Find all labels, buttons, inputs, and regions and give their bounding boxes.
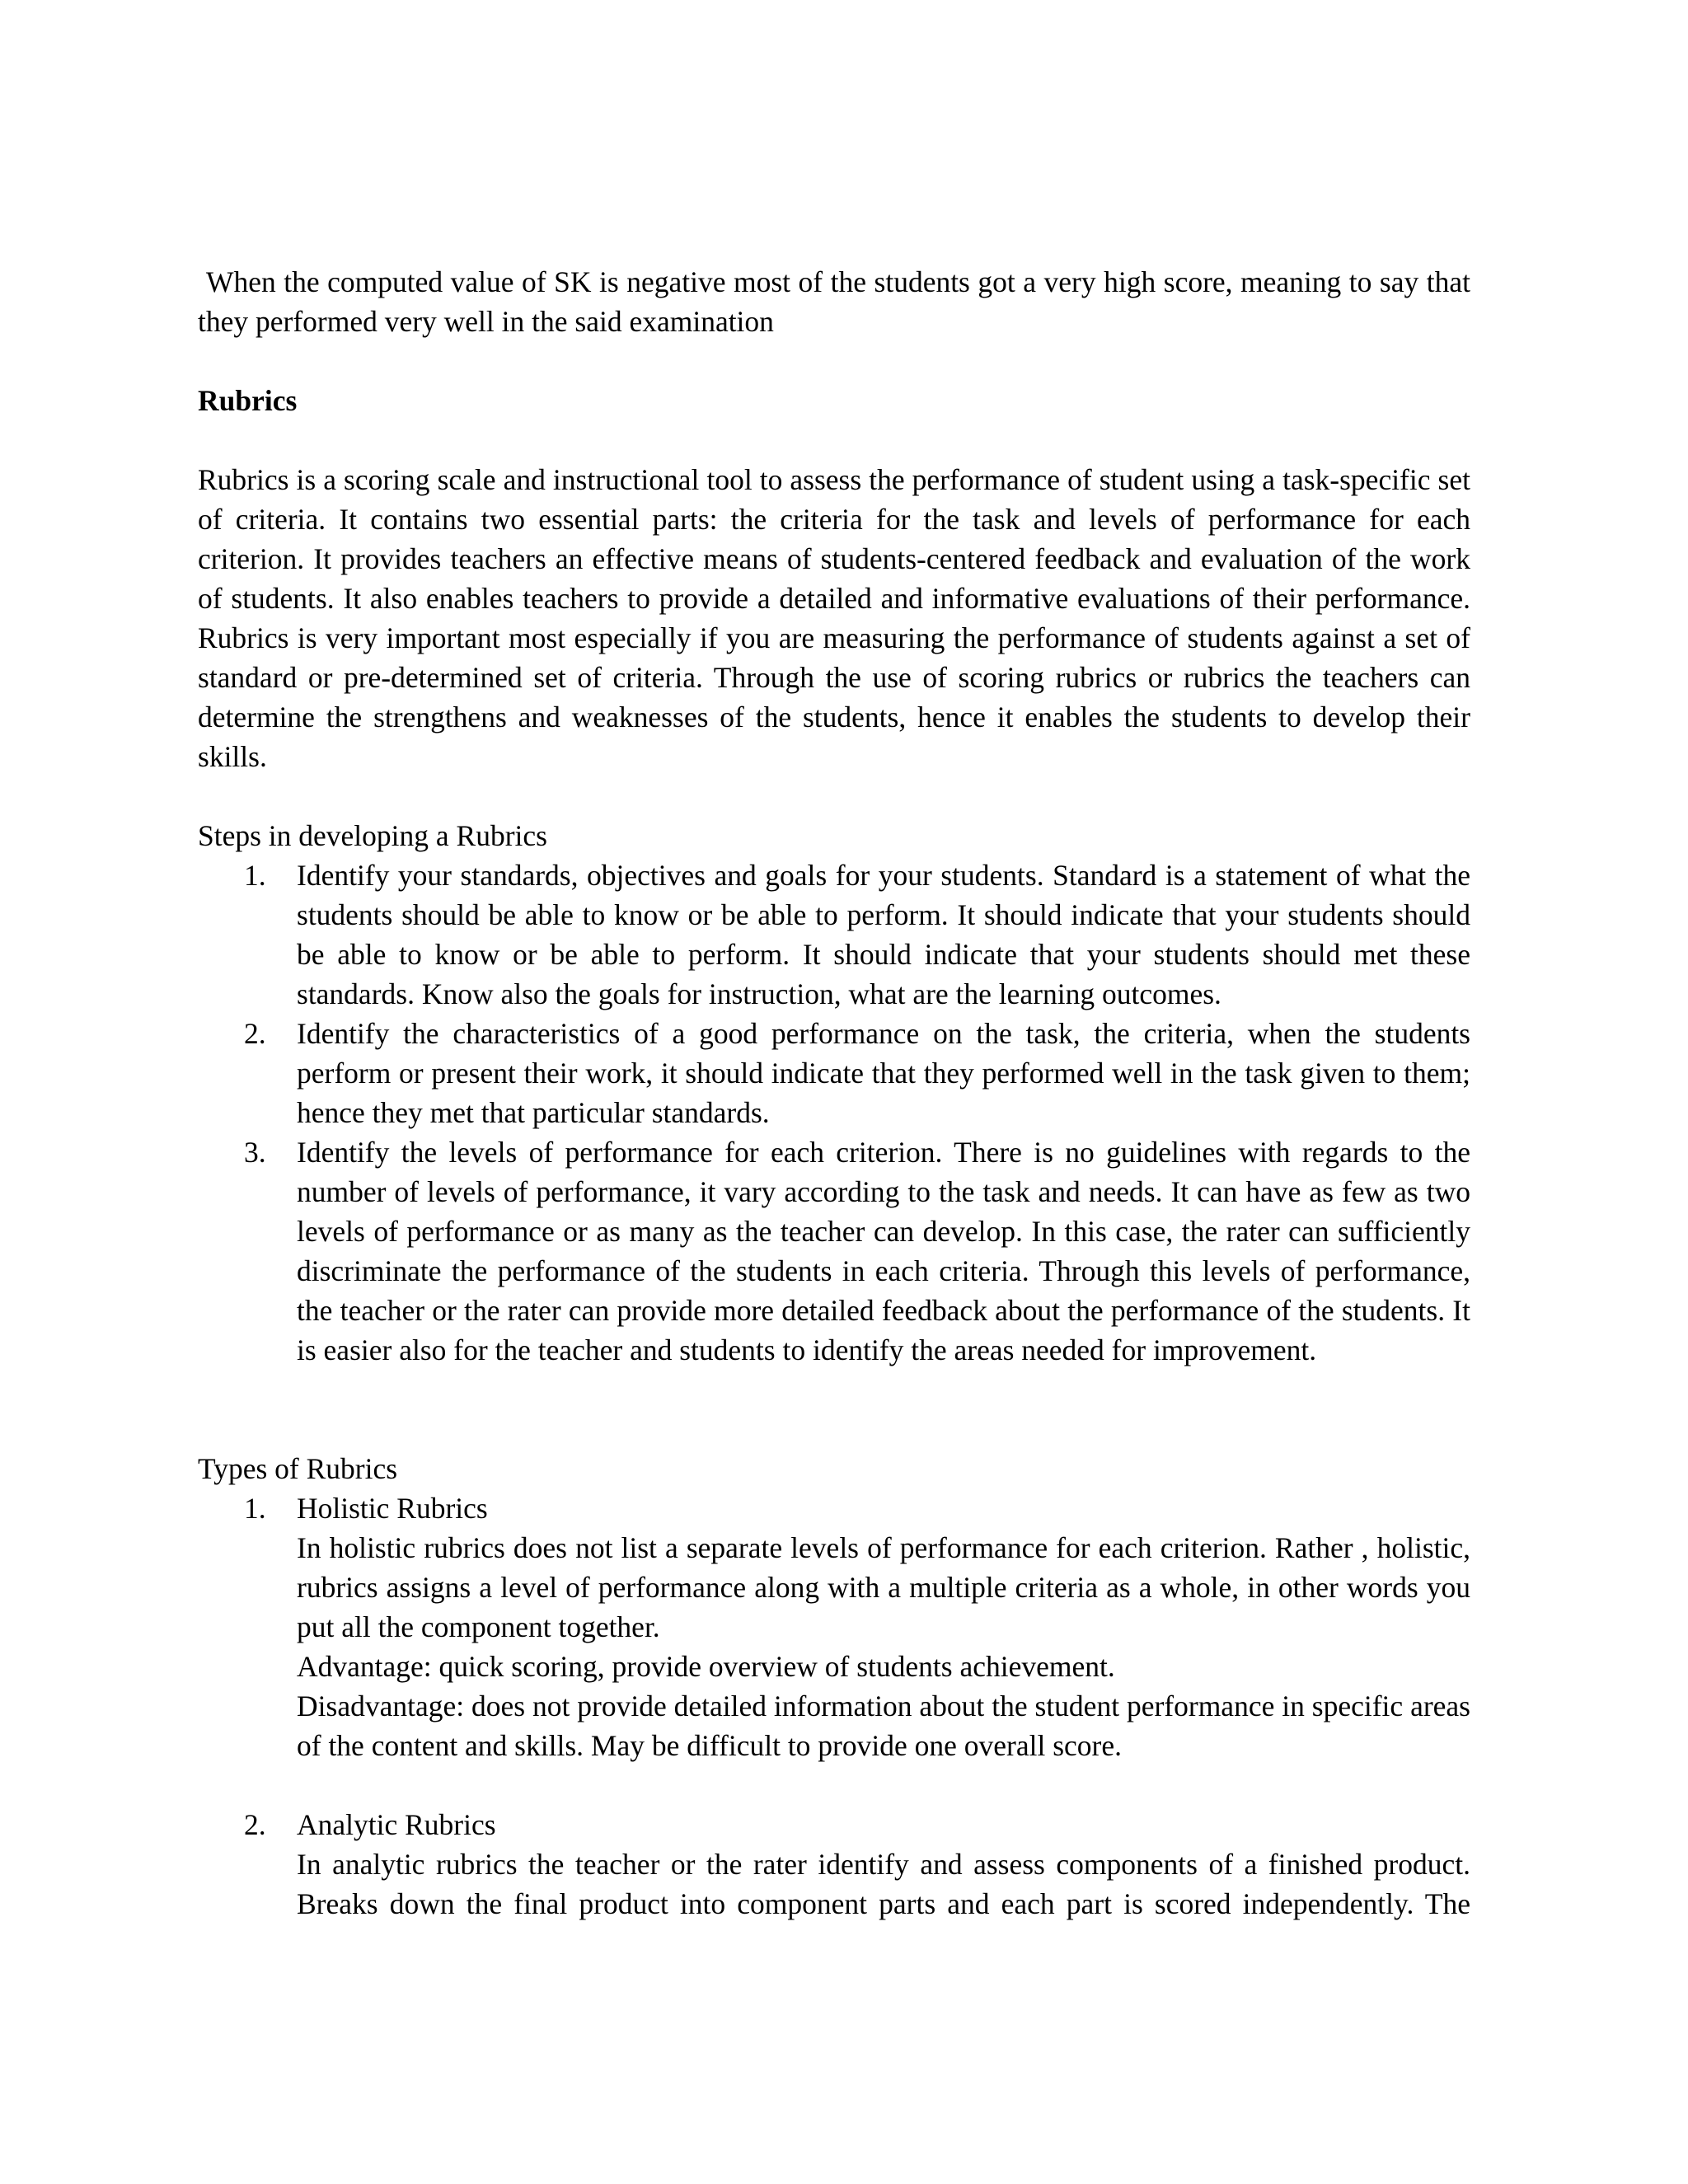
analytic-title: Analytic Rubrics <box>297 1808 496 1841</box>
step-number-2: 2. <box>244 1017 266 1050</box>
step-item-1 <box>198 855 1470 1014</box>
steps-list <box>198 855 1470 1370</box>
step-number-1: 1. <box>244 859 266 892</box>
intro-paragraph: When the computed value of SK is negative most of the students got a very high score, meaning to say that they performed very well in the said examination <box>198 265 1470 338</box>
type-item-holistic <box>198 1488 1470 1765</box>
holistic-disadvantage: Disadvantage: does not provide detailed information about the student performance in specific areas of the content and skills. May be difficult to provide one overall score. <box>297 1690 1470 1762</box>
holistic-description: In holistic rubrics does not list a separate levels of performance for each criterion. Rather , holistic, rubrics assigns a level of performance along with a multiple criteria as a whole, in other words you put all the component together. <box>297 1531 1470 1643</box>
step-number-3: 3. <box>244 1136 266 1169</box>
step-item-3 <box>198 1132 1470 1370</box>
step-text-1: Identify your standards, objectives and goals for your students. Standard is a statement of what the students should be able to know or be able to perform. It should indicate that your students should be able to know or be able to perform. It should indicate that your students should met these standards. Know also the goals for instruction, what are the learning outcomes. <box>297 859 1470 1010</box>
types-heading: Types of Rubrics <box>198 1452 398 1485</box>
type-number-1: 1. <box>244 1492 266 1525</box>
holistic-title: Holistic Rubrics <box>297 1492 488 1525</box>
steps-heading: Steps in developing a Rubrics <box>198 819 547 852</box>
step-item-2 <box>198 1014 1470 1132</box>
type-item-analytic <box>198 1805 1470 1924</box>
type-number-2: 2. <box>244 1808 266 1841</box>
holistic-advantage: Advantage: quick scoring, provide overview of students achievement. <box>297 1650 1115 1683</box>
step-text-2: Identify the characteristics of a good performance on the task, the criteria, when the students perform or present their work, it should indicate that they performed well in the task given to them; hence they met that particular standards. <box>297 1017 1470 1129</box>
analytic-description: In analytic rubrics the teacher or the rater identify and assess components of a finished product. Breaks down the final product into component parts and each part is scored independently. The <box>297 1848 1470 1920</box>
document-body <box>198 262 1470 1924</box>
types-list <box>198 1488 1470 1924</box>
rubrics-paragraph: Rubrics is a scoring scale and instructional tool to assess the performance of student using a task-specific set of criteria. It contains two essential parts: the criteria for the task and levels of performance for each criterion. It provides teachers an effective means of students-centered feedback and evaluation of the work of students. It also enables teachers to provide a detailed and informative evaluations of their performance. Rubrics is very important most especially if you are measuring the performance of students against a set of standard or pre-determined set of criteria. Through the use of scoring rubrics or rubrics the teachers can determine the strengthens and weaknesses of the students, hence it enables the students to develop their skills. <box>198 463 1470 773</box>
step-text-3: Identify the levels of performance for each criterion. There is no guidelines with regards to the number of levels of performance, it vary according to the task and needs. It can have as few as two levels of performance or as many as the teacher can develop. In this case, the rater can sufficiently discriminate the performance of the students in each criteria. Through this levels of performance, the teacher or the rater can provide more detailed feedback about the performance of the students. It is easier also for the teacher and students to identify the areas needed for improvement. <box>297 1136 1470 1366</box>
rubrics-heading: Rubrics <box>198 384 298 417</box>
